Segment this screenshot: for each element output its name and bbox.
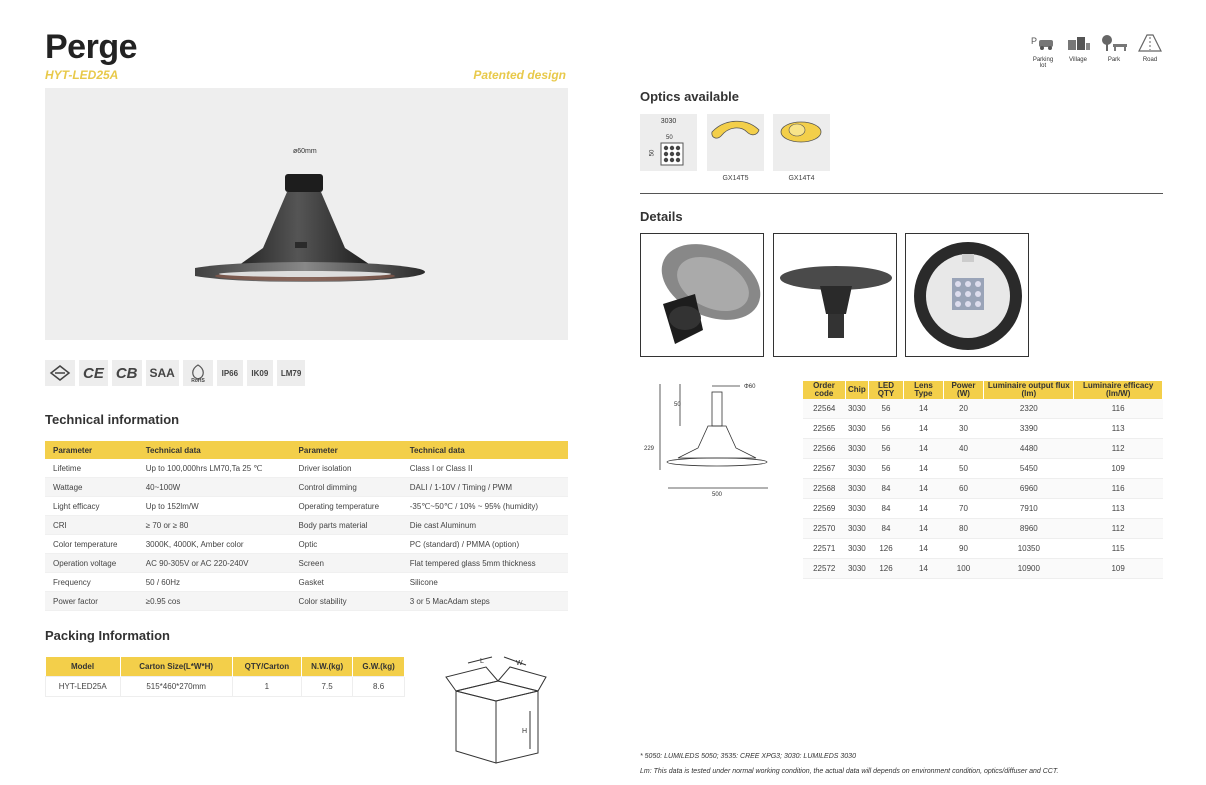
dimension-drawing — [640, 378, 790, 508]
tech-cell: Gasket — [291, 573, 402, 592]
tech-cell: Flat tempered glass 5mm thickness — [402, 554, 568, 573]
tech-row — [45, 554, 568, 573]
rohs-text: RoHS — [191, 378, 205, 383]
product-title: Perge — [45, 28, 137, 66]
dim-w500: 500 — [712, 492, 723, 498]
enec-icon — [45, 360, 75, 386]
pack-header: G.W.(kg) — [353, 657, 405, 677]
order-cell: 6960 — [984, 479, 1074, 499]
pack-header: QTY/Carton — [232, 657, 301, 677]
order-cell: 3030 — [845, 399, 868, 419]
tech-cell: Control dimming — [291, 478, 402, 497]
order-cell: 3030 — [845, 479, 868, 499]
optic-gx14t4-label: GX14T4 — [788, 175, 815, 182]
pack-cell: 7.5 — [302, 677, 353, 697]
order-cell: 113 — [1074, 419, 1163, 439]
order-cell: 3390 — [984, 419, 1074, 439]
app-label-park: Park — [1107, 57, 1121, 63]
tech-cell: AC 90-305V or AC 220-240V — [138, 554, 291, 573]
tech-cell: 50 / 60Hz — [138, 573, 291, 592]
ip66-mark: IP66 — [217, 360, 243, 386]
order-cell: 56 — [868, 419, 904, 439]
dim-h229: 229 — [644, 446, 655, 452]
order-cell: 80 — [943, 519, 984, 539]
box-label-h: H — [522, 728, 528, 735]
order-cell: 115 — [1074, 539, 1163, 559]
order-cell: 10350 — [984, 539, 1074, 559]
rohs-mark — [183, 360, 213, 386]
svg-text:P: P — [1031, 36, 1038, 46]
tech-cell: Driver isolation — [291, 459, 402, 478]
tech-cell: ≥ 70 or ≥ 80 — [138, 516, 291, 535]
order-header: Luminaire output flux (lm) — [984, 381, 1074, 399]
tech-cell: ≥0.95 cos — [138, 592, 291, 611]
application-icons — [1025, 34, 1165, 69]
app-label-road: Road — [1142, 57, 1158, 63]
order-cell: 14 — [904, 519, 943, 539]
order-cell: 22565 — [803, 419, 845, 439]
order-row — [803, 559, 1163, 579]
order-cell: 30 — [943, 419, 984, 439]
order-header: Luminaire efficacy (lm/W) — [1074, 381, 1163, 399]
lm-note: Lm: This data is tested under normal working condition, the actual data will depends on environment condition, optics/diffuser and CCT. — [640, 768, 1059, 775]
tech-row — [45, 516, 568, 535]
detail-image-open — [640, 233, 764, 357]
tech-row — [45, 592, 568, 611]
order-cell: 60 — [943, 479, 984, 499]
packing-heading: Packing Information — [45, 628, 170, 643]
cb-mark: CB — [112, 360, 142, 386]
chip-dim-a: 50 — [666, 135, 673, 141]
pack-header: Carton Size(L*W*H) — [120, 657, 232, 677]
order-row — [803, 539, 1163, 559]
packing-table — [45, 657, 405, 697]
saa-mark: SAA — [146, 360, 179, 386]
order-header: Chip — [845, 381, 868, 399]
order-cell: 22564 — [803, 399, 845, 419]
tech-cell: CRI — [45, 516, 138, 535]
order-cell: 84 — [868, 479, 904, 499]
order-cell: 5450 — [984, 459, 1074, 479]
lm79-mark: LM79 — [277, 360, 305, 386]
order-cell: 3030 — [845, 459, 868, 479]
tech-cell: Lifetime — [45, 459, 138, 478]
section-divider — [640, 193, 1163, 194]
order-cell: 109 — [1074, 459, 1163, 479]
detail-image-bottom — [905, 233, 1029, 357]
order-cell: 4480 — [984, 439, 1074, 459]
order-cell: 56 — [868, 399, 904, 419]
order-cell: 22569 — [803, 499, 845, 519]
order-cell: 8960 — [984, 519, 1074, 539]
tech-row — [45, 535, 568, 554]
order-table — [803, 381, 1163, 579]
order-cell: 3030 — [845, 539, 868, 559]
ik09-mark: IK09 — [247, 360, 273, 386]
order-cell: 2320 — [984, 399, 1074, 419]
detail-image-side — [773, 233, 897, 357]
order-cell: 14 — [904, 539, 943, 559]
order-cell: 14 — [904, 479, 943, 499]
order-cell: 100 — [943, 559, 984, 579]
order-cell: 126 — [868, 539, 904, 559]
pack-header: Model — [46, 657, 121, 677]
app-label-village: Village — [1069, 57, 1087, 63]
order-cell: 7910 — [984, 499, 1074, 519]
order-header: Power (W) — [943, 381, 984, 399]
tech-row — [45, 478, 568, 497]
order-row — [803, 519, 1163, 539]
order-cell: 14 — [904, 419, 943, 439]
order-cell: 50 — [943, 459, 984, 479]
order-cell: 3030 — [845, 559, 868, 579]
order-cell: 116 — [1074, 479, 1163, 499]
order-cell: 3030 — [845, 519, 868, 539]
order-row — [803, 399, 1163, 419]
tech-row — [45, 459, 568, 478]
optic-gx14t5-label: GX14T5 — [722, 175, 749, 182]
chip-label: 3030 — [660, 118, 677, 125]
tech-header: Technical data — [138, 441, 291, 459]
app-label-parking: Parking lot — [1032, 57, 1054, 69]
tech-row — [45, 497, 568, 516]
order-cell: 70 — [943, 499, 984, 519]
tech-cell: Up to 152lm/W — [138, 497, 291, 516]
pack-cell: 8.6 — [353, 677, 405, 697]
tech-header: Parameter — [45, 441, 138, 459]
chip-dim-b: 50 — [649, 149, 656, 157]
order-cell: 14 — [904, 439, 943, 459]
tech-cell: Class I or Class II — [402, 459, 568, 478]
order-cell: 90 — [943, 539, 984, 559]
order-header: LED QTY — [868, 381, 904, 399]
tech-cell: Body parts material — [291, 516, 402, 535]
order-cell: 84 — [868, 519, 904, 539]
tech-cell: Up to 100,000hrs LM70,Ta 25 ℃ — [138, 459, 291, 478]
order-cell: 109 — [1074, 559, 1163, 579]
order-cell: 14 — [904, 499, 943, 519]
order-cell: 112 — [1074, 519, 1163, 539]
order-row — [803, 479, 1163, 499]
order-cell: 14 — [904, 459, 943, 479]
product-image — [45, 88, 568, 340]
optic-3030-chip — [640, 114, 697, 171]
road-icon — [1137, 34, 1163, 63]
dim-d60: Φ60 — [744, 384, 756, 390]
certification-row — [45, 360, 305, 388]
tech-cell: PC (standard) / PMMA (option) — [402, 535, 568, 554]
tech-cell: Optic — [291, 535, 402, 554]
tech-cell: Power factor — [45, 592, 138, 611]
order-row — [803, 439, 1163, 459]
order-cell: 22567 — [803, 459, 845, 479]
pack-cell: HYT-LED25A — [46, 677, 121, 697]
tech-cell: Die cast Aluminum — [402, 516, 568, 535]
order-cell: 22571 — [803, 539, 845, 559]
tech-row — [45, 573, 568, 592]
model-number: HYT-LED25A — [45, 68, 119, 82]
tech-cell: Operating temperature — [291, 497, 402, 516]
technical-heading: Technical information — [45, 412, 180, 427]
order-row — [803, 499, 1163, 519]
tech-cell: 40~100W — [138, 478, 291, 497]
order-row — [803, 419, 1163, 439]
tech-cell: Screen — [291, 554, 402, 573]
tech-cell: Silicone — [402, 573, 568, 592]
order-cell: 20 — [943, 399, 984, 419]
order-header: Order code — [803, 381, 845, 399]
diameter-label: ø60mm — [293, 148, 317, 155]
park-icon — [1099, 34, 1129, 63]
tech-cell: Wattage — [45, 478, 138, 497]
tech-cell: Frequency — [45, 573, 138, 592]
tech-header: Parameter — [291, 441, 402, 459]
order-row — [803, 459, 1163, 479]
order-cell: 22566 — [803, 439, 845, 459]
order-cell: 22572 — [803, 559, 845, 579]
order-cell: 3030 — [845, 499, 868, 519]
order-cell: 116 — [1074, 399, 1163, 419]
tech-cell: 3 or 5 MacAdam steps — [402, 592, 568, 611]
tech-cell: Color stability — [291, 592, 402, 611]
tech-cell: -35℃~50℃ / 10% ~ 95% (humidity) — [402, 497, 568, 516]
order-cell: 10900 — [984, 559, 1074, 579]
tech-cell: DALI / 1-10V / Timing / PWM — [402, 478, 568, 497]
order-cell: 126 — [868, 559, 904, 579]
pack-header: N.W.(kg) — [302, 657, 353, 677]
lens-gx14t4-icon — [773, 114, 830, 171]
ce-mark: CE — [79, 360, 108, 386]
order-cell: 22570 — [803, 519, 845, 539]
optic-gx14t5 — [707, 114, 764, 171]
tech-cell: 3000K, 4000K, Amber color — [138, 535, 291, 554]
tech-header: Technical data — [402, 441, 568, 459]
order-cell: 14 — [904, 559, 943, 579]
order-cell: 22568 — [803, 479, 845, 499]
order-header: Lens Type — [904, 381, 943, 399]
order-cell: 84 — [868, 499, 904, 519]
parking-lot-icon — [1029, 34, 1057, 69]
carton-box-drawing — [442, 655, 548, 767]
dim-h50: 50 — [674, 402, 681, 408]
order-cell: 14 — [904, 399, 943, 419]
luminaire-illustration — [195, 168, 435, 298]
order-cell: 3030 — [845, 439, 868, 459]
order-cell: 56 — [868, 459, 904, 479]
pack-cell: 515*460*270mm — [120, 677, 232, 697]
tech-cell: Light efficacy — [45, 497, 138, 516]
box-label-l: L — [480, 658, 484, 665]
village-icon — [1065, 34, 1091, 63]
optic-gx14t4 — [773, 114, 830, 171]
pack-row — [46, 677, 405, 697]
lens-gx14t5-icon — [707, 114, 764, 171]
order-cell: 112 — [1074, 439, 1163, 459]
order-cell: 3030 — [845, 419, 868, 439]
technical-table — [45, 441, 568, 611]
chip-note: * 5050: LUMILEDS 5050; 3535: CREE XPG3; 3030: LUMILEDS 3030 — [640, 753, 856, 760]
box-label-w: W — [516, 660, 523, 667]
order-cell: 113 — [1074, 499, 1163, 519]
patent-label: Patented design — [473, 68, 566, 82]
chip-array-icon — [660, 142, 684, 166]
details-heading: Details — [640, 209, 683, 224]
optics-heading: Optics available — [640, 89, 739, 104]
order-cell: 56 — [868, 439, 904, 459]
pack-cell: 1 — [232, 677, 301, 697]
tech-cell: Operation voltage — [45, 554, 138, 573]
order-cell: 40 — [943, 439, 984, 459]
tech-cell: Color temperature — [45, 535, 138, 554]
